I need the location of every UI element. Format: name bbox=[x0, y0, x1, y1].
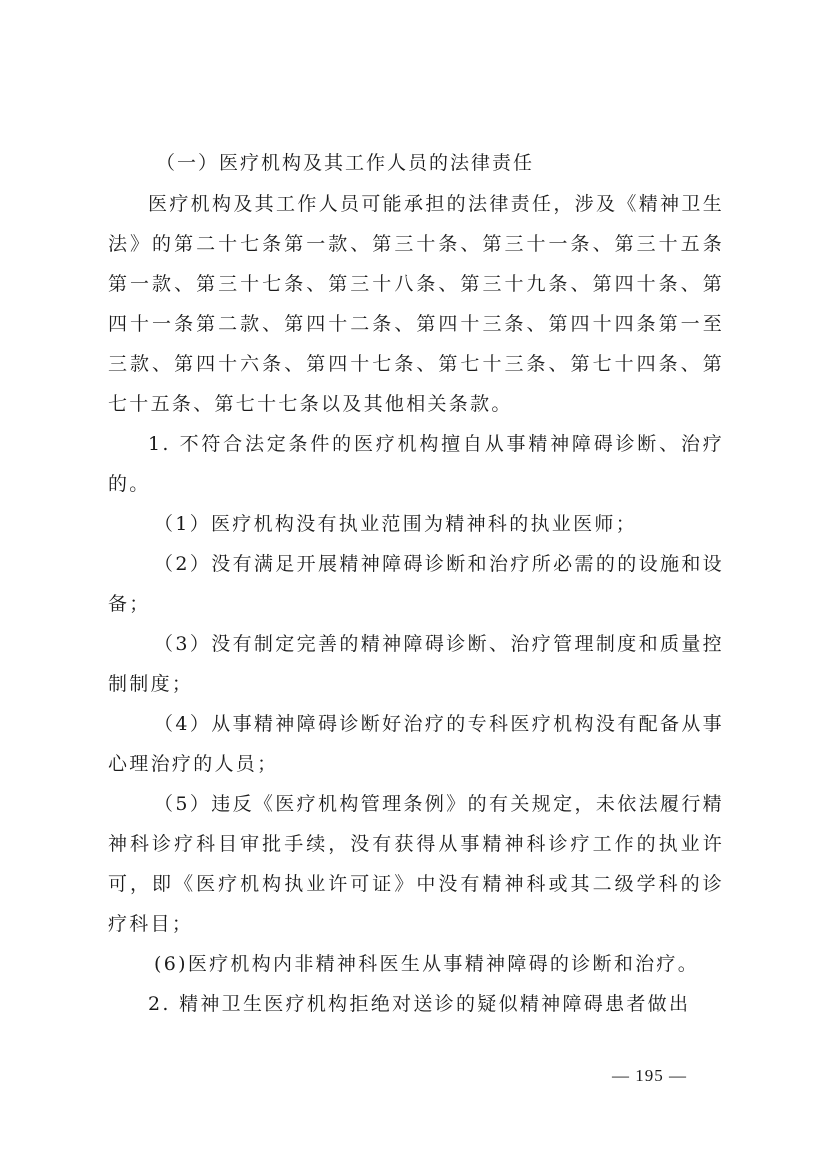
item-1: 1. 不符合法定条件的医疗机构擅自从事精神障碍诊断、治疗的。 bbox=[108, 433, 724, 495]
sub-item-4: （4）从事精神障碍诊断好治疗的专科医疗机构没有配备从事心理治疗的人员； bbox=[108, 713, 724, 775]
sub-item-1: （1）医疗机构没有执业范围为精神科的执业医师； bbox=[154, 513, 637, 535]
document-body bbox=[108, 146, 724, 1024]
item-2: 2. 精神卫生医疗机构拒绝对送诊的疑似精神障碍患者做出 bbox=[148, 993, 691, 1015]
page-number: — 195 — bbox=[612, 1066, 687, 1085]
intro-paragraph: 医疗机构及其工作人员可能承担的法律责任，涉及《精神卫生法》的第二十七条第一款、第三十条、第三十一条、第三十五条第一款、第三十七条、第三十八条、第三十九条、第四十条、第四十一条第二款、第四十二条、第四十三条、第四十四条第一至三款、第四十六条、第四十七条、第七十三条、第七十四条、第七十五条、第七十七条以及其他相关条款。 bbox=[108, 193, 724, 415]
sub-item-2: （2）没有满足开展精神障碍诊断和治疗所必需的的设施和设备； bbox=[108, 553, 724, 615]
section-heading: （一）医疗机构及其工作人员的法律责任 bbox=[156, 152, 535, 174]
sub-item-6: (6)医疗机构内非精神科医生从事精神障碍的诊断和治疗。 bbox=[154, 953, 700, 975]
sub-item-5: （5）违反《医疗机构管理条例》的有关规定，未依法履行精神科诊疗科目审批手续，没有获得从事精神科诊疗工作的执业许可，即《医疗机构执业许可证》中没有精神科或其二级学科的诊疗科目； bbox=[108, 793, 724, 935]
sub-item-3: （3）没有制定完善的精神障碍诊断、治疗管理制度和质量控制制度； bbox=[108, 633, 724, 695]
